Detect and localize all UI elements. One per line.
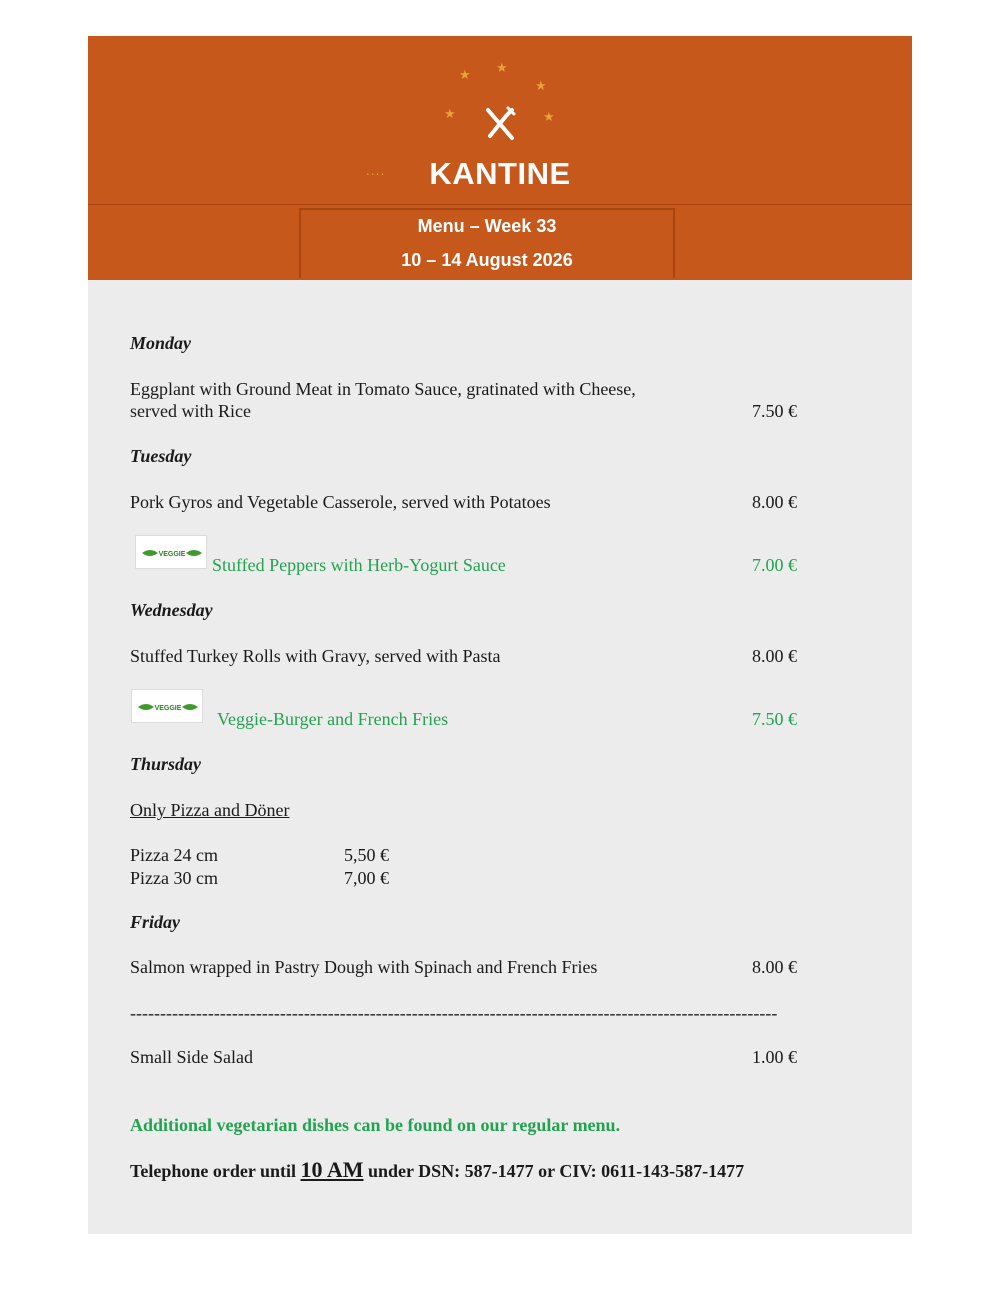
star-icon: ★ — [535, 79, 547, 94]
veggie-item-text: Veggie-Burger and French Fries — [217, 709, 449, 729]
fork-knife-icon — [482, 106, 518, 147]
day-heading-monday: Monday — [130, 333, 192, 353]
pizza-price: 5,50 € — [344, 845, 389, 865]
menu-item-text: Small Side Salad — [130, 1047, 253, 1067]
veggie-badge — [135, 535, 207, 569]
veggie-item-price: 7.00 € — [752, 555, 797, 575]
star-icon: ★ — [459, 68, 471, 83]
menu-item-text: Eggplant with Ground Meat in Tomato Sauce, gratinated with Cheese, — [130, 379, 636, 399]
thursday-note: Only Pizza and Döner — [130, 800, 290, 820]
week-box — [299, 208, 675, 278]
menu-item-text: Salmon wrapped in Pastry Dough with Spinach and French Fries — [130, 957, 598, 977]
menu-item-price: 7.50 € — [752, 401, 797, 421]
veggie-badge-label: VEGGIE — [158, 551, 186, 558]
menu-item-text: served with Rice — [130, 401, 251, 421]
menu-item-price: 8.00 € — [752, 492, 797, 512]
menu-item-price: 1.00 € — [752, 1047, 797, 1067]
menu-item-text: Pork Gyros and Vegetable Casserole, served with Potatoes — [130, 492, 551, 512]
day-heading-wednesday: Wednesday — [130, 600, 213, 620]
veggie-badge — [131, 689, 203, 723]
menu-item-price: 8.00 € — [752, 957, 797, 977]
menu-item-text: Stuffed Turkey Rolls with Gravy, served with Pasta — [130, 646, 501, 666]
day-heading-friday: Friday — [130, 912, 181, 932]
veggie-badge-label: VEGGIE — [154, 705, 182, 712]
header-divider — [88, 204, 912, 205]
page-title: KANTINE — [429, 156, 571, 191]
menu-item-price: 8.00 € — [752, 646, 797, 666]
star-icon: ★ — [543, 110, 555, 125]
telephone-note — [130, 1157, 744, 1184]
veggie-item-text: Stuffed Peppers with Herb-Yogurt Sauce — [212, 555, 506, 575]
pizza-size: Pizza 30 cm — [130, 868, 218, 888]
order-deadline: 10 AM — [300, 1157, 364, 1182]
dashed-separator: ------------------------------------------------------------------------------------------------------------ — [130, 1003, 778, 1023]
star-icon: ★ — [496, 61, 508, 76]
pizza-price: 7,00 € — [344, 868, 389, 888]
dots-decoration: .... — [366, 164, 386, 178]
star-icon: ★ — [444, 107, 456, 122]
week-label: Menu – Week 33 — [417, 216, 557, 236]
telephone-prefix: Telephone order until — [130, 1161, 301, 1181]
day-heading-tuesday: Tuesday — [130, 446, 192, 466]
telephone-numbers: under DSN: 587-1477 or CIV: 0611-143-587-1477 — [363, 1161, 745, 1181]
day-heading-thursday: Thursday — [130, 754, 202, 774]
date-range: 10 – 14 August 2026 — [401, 250, 573, 270]
pizza-size: Pizza 24 cm — [130, 845, 218, 865]
vegetarian-note: Additional vegetarian dishes can be found on our regular menu. — [130, 1115, 621, 1135]
veggie-item-price: 7.50 € — [752, 709, 797, 729]
menu-header — [88, 36, 912, 280]
